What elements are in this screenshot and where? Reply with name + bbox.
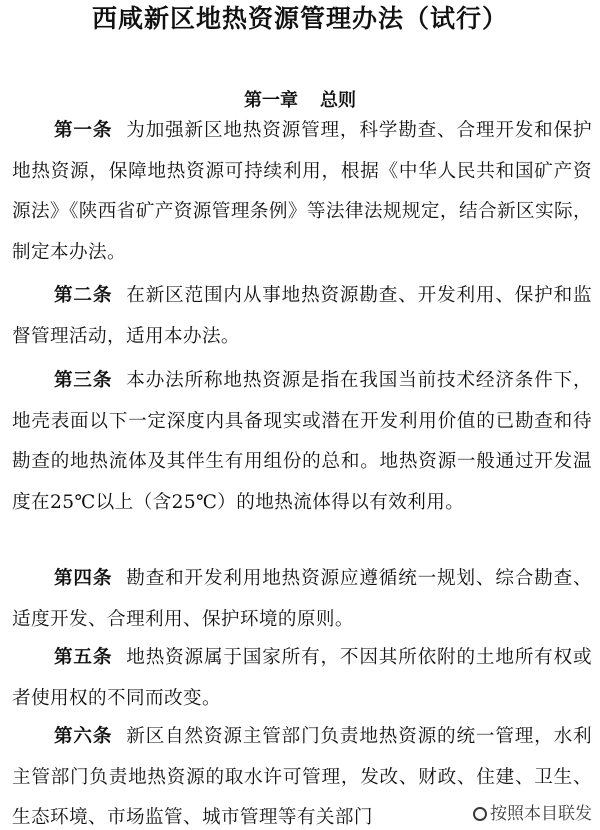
chapter-name: 总则 xyxy=(320,90,356,111)
article-text: 地热资源属于国家所有，不因其所依附的土地所有权或者使用权的不同而改变。 xyxy=(12,647,593,709)
article-2 xyxy=(12,276,592,357)
article-label: 第一条 xyxy=(54,120,113,141)
article-label: 第二条 xyxy=(54,285,113,306)
watermark-text: 按照本目联发 xyxy=(490,804,592,824)
chapter-number: 第一章 xyxy=(244,90,298,111)
watermark xyxy=(469,802,596,826)
article-label: 第四条 xyxy=(54,568,113,589)
document-title: 西咸新区地热资源管理办法（试行） xyxy=(91,4,508,33)
article-text: 勘查和开发利用地热资源应遵循统一规划、综合勘查、适度开发、合理利用、保护环境的原则。 xyxy=(12,568,593,630)
article-text: 新区自然资源主管部门负责地热资源的统一管理，水利主管部门负责地热资源的取水许可管理，发改、财政、住建、卫生、生态环境、市场监管、城市管理等有关部门 xyxy=(12,726,592,828)
article-text: 本办法所称地热资源是指在我国当前技术经济条件下，地壳表面以下一定深度内具备现实或潜在开发利用价值的已勘查和待勘查的地热流体及其伴生有用组份的总和。地热资源一般通过开发温度在25℃以上（含25℃）的地热流体得以有效利用。 xyxy=(12,370,593,513)
article-text: 在新区范围内从事地热资源勘查、开发利用、保护和监督管理活动，适用本办法。 xyxy=(12,285,593,347)
article-3 xyxy=(12,361,592,523)
article-1 xyxy=(12,111,592,273)
article-label: 第六条 xyxy=(54,726,113,747)
article-text: 为加强新区地热资源管理，科学勘查、合理开发和保护地热资源，保障地热资源可持续利用，根据《中华人民共和国矿产资源法》《陕西省矿产资源管理条例》等法律法规规定，结合新区实际，制定本办法。 xyxy=(12,120,593,263)
article-label: 第三条 xyxy=(54,370,113,391)
circle-logo-icon xyxy=(473,807,487,821)
article-label: 第五条 xyxy=(54,647,113,668)
article-4 xyxy=(12,559,592,640)
article-5 xyxy=(12,638,592,719)
